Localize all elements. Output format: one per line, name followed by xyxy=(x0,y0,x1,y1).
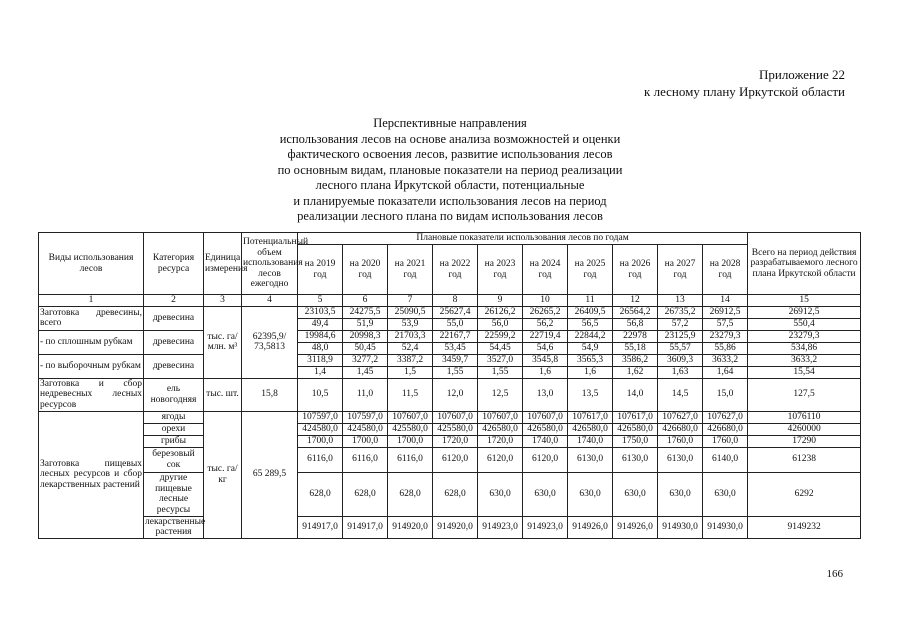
table-row xyxy=(39,378,861,411)
nonwood-potential: 15,8 xyxy=(242,378,298,411)
cell-value: 426580,0 xyxy=(478,423,523,435)
cell-value: 107607,0 xyxy=(388,411,433,423)
cell-value: 425580,0 xyxy=(433,423,478,435)
cell-value: 1760,0 xyxy=(703,435,748,447)
cell-value: 426580,0 xyxy=(568,423,613,435)
page-number: 166 xyxy=(826,568,843,580)
row-category: древесина xyxy=(144,354,204,378)
cell-value: 107617,0 xyxy=(568,411,613,423)
cell-value: 3609,3 xyxy=(658,354,703,366)
header-year: на 2021 год xyxy=(388,245,433,295)
cell-value: 6120,0 xyxy=(523,447,568,472)
row-label-selective-cuts: - по выборочным рубкам xyxy=(39,354,144,378)
table-header xyxy=(39,233,861,307)
cell-value: 11,0 xyxy=(343,378,388,411)
cell-value: 19984,6 xyxy=(298,330,343,342)
cell-value: 25627,4 xyxy=(433,306,478,318)
wood-potential: 62395,9/ 73,5813 xyxy=(242,306,298,378)
cell-total: 6292 xyxy=(748,472,861,516)
column-number: 13 xyxy=(658,295,703,307)
cell-value: 52,4 xyxy=(388,342,433,354)
cell-total: 9149232 xyxy=(748,516,861,538)
cell-value: 25090,5 xyxy=(388,306,433,318)
cell-total: 550,4 xyxy=(748,318,861,330)
column-number: 4 xyxy=(242,295,298,307)
cell-value: 6120,0 xyxy=(433,447,478,472)
cell-value: 1720,0 xyxy=(433,435,478,447)
cell-value: 57,2 xyxy=(658,318,703,330)
table-row xyxy=(39,472,861,516)
cell-value: 1,63 xyxy=(658,366,703,378)
row-label-food: Заготовка пищевых лесных ресурсов и сбор лекарственных растений xyxy=(39,411,144,538)
cell-value: 21703,3 xyxy=(388,330,433,342)
cell-value: 54,6 xyxy=(523,342,568,354)
cell-value: 914930,0 xyxy=(703,516,748,538)
column-number: 9 xyxy=(478,295,523,307)
cell-value: 914926,0 xyxy=(613,516,658,538)
table-row xyxy=(39,411,861,423)
cell-value: 107607,0 xyxy=(478,411,523,423)
cell-value: 22978 xyxy=(613,330,658,342)
cell-value: 56,0 xyxy=(478,318,523,330)
header-resource-category: Категория ресурса xyxy=(144,233,204,295)
header-year: на 2025 год xyxy=(568,245,613,295)
table-row xyxy=(39,447,861,472)
cell-value: 107627,0 xyxy=(658,411,703,423)
column-number: 10 xyxy=(523,295,568,307)
cell-value: 628,0 xyxy=(388,472,433,516)
nonwood-unit: тыс. шт. xyxy=(204,378,242,411)
cell-total: 61238 xyxy=(748,447,861,472)
cell-value: 26265,2 xyxy=(523,306,568,318)
column-number: 12 xyxy=(613,295,658,307)
cell-value: 628,0 xyxy=(298,472,343,516)
table-row xyxy=(39,516,861,538)
cell-value: 424580,0 xyxy=(343,423,388,435)
cell-value: 1,6 xyxy=(568,366,613,378)
cell-value: 56,2 xyxy=(523,318,568,330)
cell-value: 914926,0 xyxy=(568,516,613,538)
cell-value: 914923,0 xyxy=(478,516,523,538)
cell-value: 630,0 xyxy=(478,472,523,516)
cell-value: 630,0 xyxy=(568,472,613,516)
cell-value: 3633,2 xyxy=(703,354,748,366)
cell-value: 14,5 xyxy=(658,378,703,411)
cell-value: 107597,0 xyxy=(343,411,388,423)
cell-value: 914920,0 xyxy=(433,516,478,538)
cell-value: 6116,0 xyxy=(388,447,433,472)
cell-value: 23279,3 xyxy=(703,330,748,342)
title-line: Перспективные направления xyxy=(373,116,527,130)
cell-value: 1700,0 xyxy=(343,435,388,447)
cell-value: 1,55 xyxy=(433,366,478,378)
column-number: 1 xyxy=(39,295,144,307)
cell-value: 51,9 xyxy=(343,318,388,330)
table-row xyxy=(39,423,861,435)
column-number: 14 xyxy=(703,295,748,307)
cell-value: 54,9 xyxy=(568,342,613,354)
cell-value: 3545,8 xyxy=(523,354,568,366)
cell-value: 54,45 xyxy=(478,342,523,354)
cell-value: 55,57 xyxy=(658,342,703,354)
cell-value: 6120,0 xyxy=(478,447,523,472)
cell-value: 13,5 xyxy=(568,378,613,411)
cell-value: 6116,0 xyxy=(343,447,388,472)
cell-value: 914917,0 xyxy=(298,516,343,538)
cell-value: 12,5 xyxy=(478,378,523,411)
cell-value: 630,0 xyxy=(658,472,703,516)
cell-value: 6130,0 xyxy=(658,447,703,472)
title-line: и планируемые показатели использования лесов на период xyxy=(293,193,607,208)
header-total: Всего на период действия разрабатываемого лесного плана Иркутской области xyxy=(748,233,861,295)
table-row xyxy=(39,354,861,366)
row-category: другие пищевые лесные ресурсы xyxy=(144,472,204,516)
column-number: 11 xyxy=(568,295,613,307)
table-body xyxy=(39,306,861,538)
row-label-wood-total: Заготовка древесины, всего xyxy=(40,307,142,328)
cell-value: 107617,0 xyxy=(613,411,658,423)
cell-value: 6140,0 xyxy=(703,447,748,472)
row-category: березовый сок xyxy=(144,447,204,472)
row-category: древесина xyxy=(144,330,204,354)
annex-caption xyxy=(644,66,845,100)
cell-value: 1,5 xyxy=(388,366,433,378)
cell-value: 3387,2 xyxy=(388,354,433,366)
cell-total: 23279,3 xyxy=(748,330,861,342)
cell-total: 534,86 xyxy=(748,342,861,354)
header-plan-group: Плановые показатели использования лесов по годам xyxy=(298,233,748,245)
header-year: на 2020 год xyxy=(343,245,388,295)
cell-value: 22599,2 xyxy=(478,330,523,342)
cell-value: 914923,0 xyxy=(523,516,568,538)
column-number: 6 xyxy=(343,295,388,307)
cell-value: 426580,0 xyxy=(523,423,568,435)
cell-value: 1,6 xyxy=(523,366,568,378)
cell-total: 4260000 xyxy=(748,423,861,435)
cell-value: 49,4 xyxy=(298,318,343,330)
cell-value: 1740,0 xyxy=(523,435,568,447)
cell-value: 630,0 xyxy=(523,472,568,516)
cell-value: 22844,2 xyxy=(568,330,613,342)
cell-value: 10,5 xyxy=(298,378,343,411)
header-year: на 2028 год xyxy=(703,245,748,295)
cell-value: 53,9 xyxy=(388,318,433,330)
cell-value: 1760,0 xyxy=(658,435,703,447)
table-row xyxy=(39,435,861,447)
wood-unit: тыс. га/ млн. м³ xyxy=(204,306,242,378)
food-unit: тыс. га/ кг xyxy=(204,411,242,538)
cell-value: 1,55 xyxy=(478,366,523,378)
header-year: на 2022 год xyxy=(433,245,478,295)
cell-value: 26912,5 xyxy=(703,306,748,318)
cell-value: 57,5 xyxy=(703,318,748,330)
cell-value: 55,0 xyxy=(433,318,478,330)
cell-value: 107607,0 xyxy=(523,411,568,423)
cell-value: 914917,0 xyxy=(343,516,388,538)
cell-value: 426580,0 xyxy=(613,423,658,435)
cell-value: 1750,0 xyxy=(613,435,658,447)
table-row xyxy=(39,330,861,342)
header-year: на 2027 год xyxy=(658,245,703,295)
cell-value: 424580,0 xyxy=(298,423,343,435)
cell-value: 107627,0 xyxy=(703,411,748,423)
cell-value: 55,86 xyxy=(703,342,748,354)
cell-total: 3633,2 xyxy=(748,354,861,366)
cell-value: 12,0 xyxy=(433,378,478,411)
cell-value: 1720,0 xyxy=(478,435,523,447)
cell-value: 1700,0 xyxy=(388,435,433,447)
cell-total: 127,5 xyxy=(748,378,861,411)
cell-total: 26912,5 xyxy=(748,306,861,318)
row-category: лекарственные растения xyxy=(145,516,206,537)
cell-value: 20998,3 xyxy=(343,330,388,342)
cell-value: 628,0 xyxy=(433,472,478,516)
cell-value: 23125,9 xyxy=(658,330,703,342)
cell-value: 24275,5 xyxy=(343,306,388,318)
row-category: ягоды xyxy=(144,411,204,423)
cell-value: 3586,2 xyxy=(613,354,658,366)
cell-value: 13,0 xyxy=(523,378,568,411)
cell-value: 1700,0 xyxy=(298,435,343,447)
cell-value: 55,18 xyxy=(613,342,658,354)
cell-value: 3277,2 xyxy=(343,354,388,366)
cell-value: 107607,0 xyxy=(433,411,478,423)
cell-value: 6130,0 xyxy=(613,447,658,472)
cell-value: 426680,0 xyxy=(658,423,703,435)
forest-use-table xyxy=(38,232,861,539)
row-label-clear-cuts: - по сплошным рубкам xyxy=(39,330,144,354)
header-year: на 2019 год xyxy=(298,245,343,295)
cell-value: 1,4 xyxy=(298,366,343,378)
annex-number: Приложение 22 xyxy=(758,67,845,82)
cell-value: 15,0 xyxy=(703,378,748,411)
column-number: 7 xyxy=(388,295,433,307)
title-line: использования лесов на основе анализа возможностей и оценки xyxy=(279,131,621,146)
header-year: на 2024 год xyxy=(523,245,568,295)
cell-value: 50,45 xyxy=(343,342,388,354)
title-line: по основным видам, плановые показатели на период реализации xyxy=(277,162,623,177)
cell-value: 26126,2 xyxy=(478,306,523,318)
header-year: на 2026 год xyxy=(613,245,658,295)
cell-value: 107597,0 xyxy=(298,411,343,423)
header-year: на 2023 год xyxy=(478,245,523,295)
cell-value: 1,45 xyxy=(343,366,388,378)
cell-total: 1076110 xyxy=(748,411,861,423)
cell-value: 914930,0 xyxy=(658,516,703,538)
cell-value: 426680,0 xyxy=(703,423,748,435)
cell-value: 23103,5 xyxy=(298,306,343,318)
cell-value: 6116,0 xyxy=(298,447,343,472)
cell-value: 22167,7 xyxy=(433,330,478,342)
title-line: фактического освоения лесов, развитие использования лесов xyxy=(287,147,613,161)
annex-subtitle: к лесному плану Иркутской области xyxy=(644,84,845,99)
document-title xyxy=(240,116,660,225)
column-number-row xyxy=(39,295,861,307)
cell-value: 628,0 xyxy=(343,472,388,516)
row-category: грибы xyxy=(144,435,204,447)
cell-value: 1,64 xyxy=(703,366,748,378)
table-row xyxy=(39,306,861,318)
cell-value: 630,0 xyxy=(703,472,748,516)
cell-value: 56,5 xyxy=(568,318,613,330)
cell-value: 3459,7 xyxy=(433,354,478,366)
cell-value: 26564,2 xyxy=(613,306,658,318)
title-line: реализации лесного плана по видам использования лесов xyxy=(297,209,603,223)
cell-value: 1740,0 xyxy=(568,435,613,447)
row-label-nonwood: Заготовка и сбор недревесных лесных ресурсов xyxy=(40,378,142,410)
cell-value: 630,0 xyxy=(613,472,658,516)
cell-total: 15,54 xyxy=(748,366,861,378)
cell-value: 14,0 xyxy=(613,378,658,411)
column-number: 2 xyxy=(144,295,204,307)
cell-value: 3527,0 xyxy=(478,354,523,366)
cell-value: 26409,5 xyxy=(568,306,613,318)
title-line: лесного плана Иркутской области, потенциальные xyxy=(315,178,585,192)
cell-value: 26735,2 xyxy=(658,306,703,318)
header-unit: Единица измерения xyxy=(204,233,242,295)
cell-value: 48,0 xyxy=(298,342,343,354)
header-forest-use-type: Виды использования лесов xyxy=(39,233,144,295)
row-category: ель новогодняя xyxy=(144,378,204,411)
food-potential: 65 289,5 xyxy=(242,411,298,538)
cell-value: 1,62 xyxy=(613,366,658,378)
cell-value: 53,45 xyxy=(433,342,478,354)
header-potential-volume: Потенциальный объем использования лесов ежегодно xyxy=(242,233,298,295)
cell-value: 3565,3 xyxy=(568,354,613,366)
cell-total: 17290 xyxy=(748,435,861,447)
cell-value: 56,8 xyxy=(613,318,658,330)
column-number: 3 xyxy=(204,295,242,307)
column-number: 15 xyxy=(748,295,861,307)
cell-value: 914920,0 xyxy=(388,516,433,538)
column-number: 8 xyxy=(433,295,478,307)
cell-value: 425580,0 xyxy=(388,423,433,435)
column-number: 5 xyxy=(298,295,343,307)
cell-value: 6130,0 xyxy=(568,447,613,472)
cell-value: 22719,4 xyxy=(523,330,568,342)
row-category: орехи xyxy=(144,423,204,435)
cell-value: 3118,9 xyxy=(298,354,343,366)
cell-value: 11,5 xyxy=(388,378,433,411)
row-category: древесина xyxy=(144,306,204,330)
